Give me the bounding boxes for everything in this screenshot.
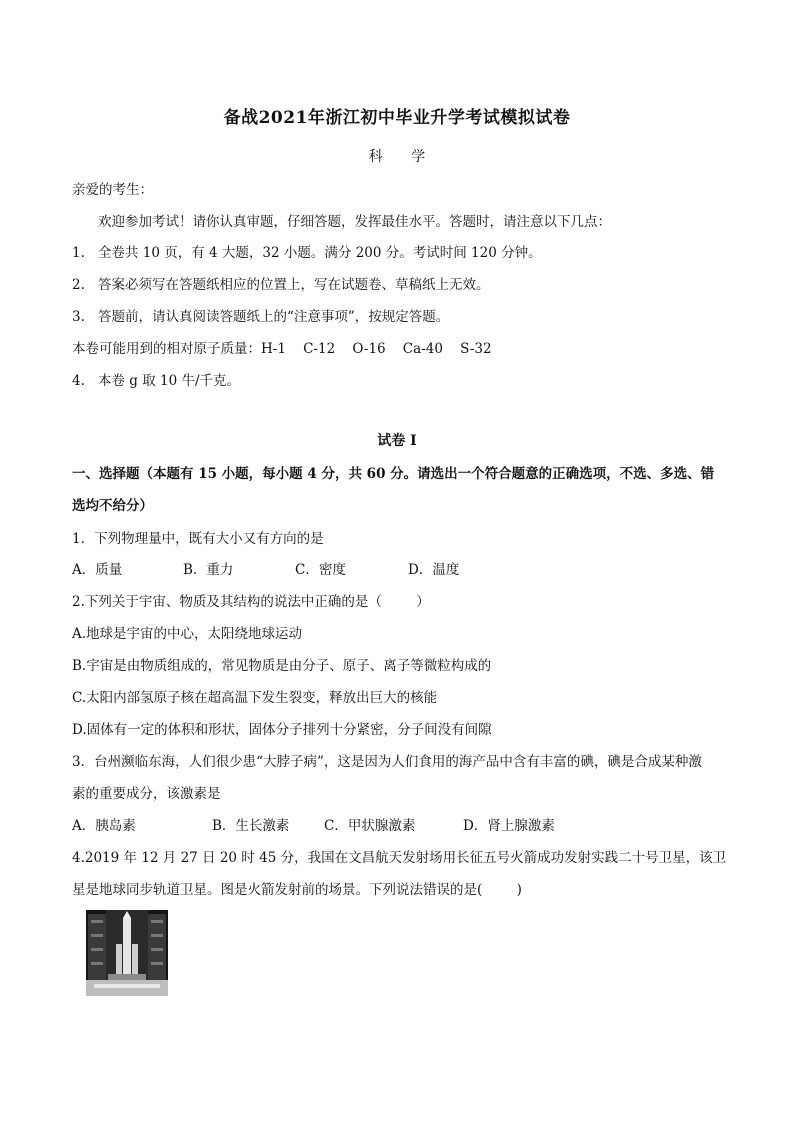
- question-2-option-c: C.太阳内部氢原子核在超高温下发生裂变，释放出巨大的核能: [72, 690, 438, 706]
- note-number: 2.: [72, 277, 85, 293]
- note-text: 本卷 g 取 10 牛/千克。: [98, 373, 241, 389]
- option-a: A．胰岛素: [72, 818, 136, 834]
- question-2-option-b: B.宇宙是由物质组成的，常见物质是由分子、原子、离子等微粒构成的: [72, 658, 492, 674]
- option-b: B．重力: [183, 562, 234, 578]
- option-c: C．甲状腺激素: [324, 818, 416, 834]
- question-3-options: [72, 814, 555, 834]
- note-item: [72, 241, 542, 261]
- rocket-launch-photo: [86, 910, 168, 996]
- option-d: D．温度: [408, 562, 460, 578]
- question-1-options: [72, 558, 459, 578]
- greeting: 亲爱的考生：: [72, 182, 153, 198]
- note-item: [72, 273, 490, 293]
- option-c: C．密度: [295, 562, 346, 578]
- question-4-stem-cont: 星是地球同步轨道卫星。图是火箭发射前的场景。下列说法错误的是( ): [72, 882, 522, 898]
- subject-label: 科 学: [368, 149, 438, 165]
- question-4-stem: 4.2019 年 12 月 27 日 20 时 45 分，我国在文昌航天发射场用长征五号火箭成功发射实践二十号卫星，该卫: [72, 850, 727, 866]
- note-number: 4.: [72, 373, 85, 389]
- note-item: [72, 369, 240, 389]
- question-2-stem: 2.下列关于宇宙、物质及其结构的说法中正确的是（ ）: [72, 594, 430, 610]
- note-text: 答题前，请认真阅读答题纸上的“注意事项”，按规定答题。: [98, 309, 450, 325]
- question-2-option-a: A.地球是宇宙的中心，太阳绕地球运动: [72, 626, 303, 642]
- section-title: 试卷 I: [377, 433, 417, 449]
- question-2-option-d: D.固体有一定的体积和形状，固体分子排列十分紧密，分子间没有间隙: [72, 722, 492, 738]
- question-3-stem-cont: 素的重要成分，该激素是: [72, 786, 221, 802]
- part-instructions: 一、选择题（本题有 15 小题，每小题 4 分，共 60 分。请选出一个符合题意的正确选项，不选、多选、错: [72, 466, 715, 482]
- part-instructions-cont: 选均不给分）: [72, 498, 153, 514]
- question-3-stem: 3．台州濒临东海，人们很少患“大脖子病”，这是因为人们食用的海产品中含有丰富的碘，碘是合成某种激: [72, 754, 702, 770]
- note-text: 答案必须写在答题纸相应的位置上，写在试题卷、草稿纸上无效。: [98, 277, 490, 293]
- option-a: A．质量: [72, 562, 123, 578]
- note-number: 1.: [72, 245, 85, 261]
- option-b: B．生长激素: [212, 818, 290, 834]
- note-item: [72, 305, 449, 325]
- note-number: 3.: [72, 309, 85, 325]
- atomic-mass-line: 本卷可能用到的相对原子质量：H-1 C-12 O-16 Ca-40 S-32: [72, 341, 492, 357]
- option-d: D．肾上腺激素: [463, 818, 555, 834]
- rocket-launch-illustration: [86, 910, 168, 996]
- question-1-stem: 1．下列物理量中，既有大小又有方向的是: [72, 531, 324, 547]
- exam-title: 备战2021年浙江初中毕业升学考试模拟试卷: [223, 108, 571, 128]
- welcome-text: 欢迎参加考试！请你认真审题，仔细答题，发挥最佳水平。答题时，请注意以下几点：: [98, 214, 611, 230]
- note-text: 全卷共 10 页，有 4 大题，32 小题。满分 200 分。考试时间 120 分钟。: [98, 245, 542, 261]
